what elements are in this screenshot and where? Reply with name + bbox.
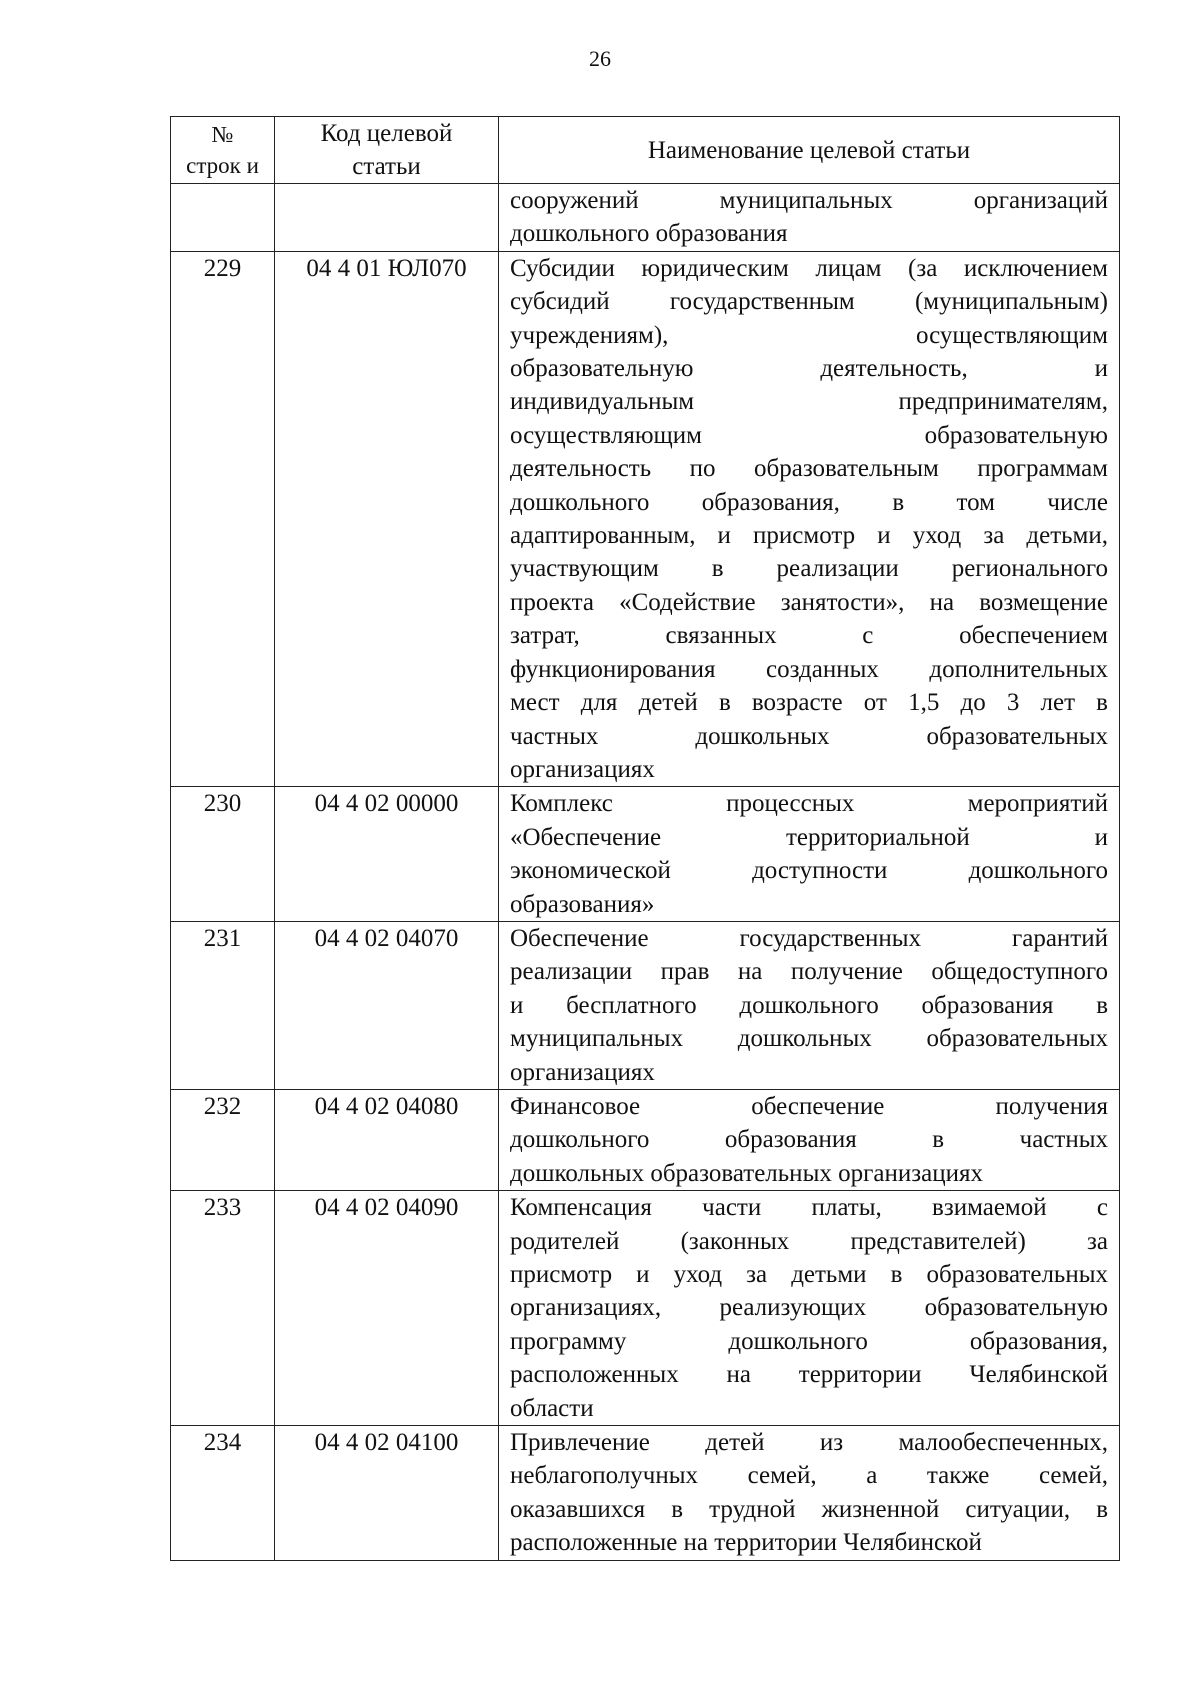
page-number: 26 <box>589 46 611 71</box>
header-article-code-text: Код целевой статьи <box>320 120 453 180</box>
article-name-line: организациях, реализующих образовательную <box>510 1294 1108 1322</box>
row-number-cell: 234 <box>171 1426 275 1561</box>
article-name-cell <box>499 1426 1120 1561</box>
article-code-cell: 04 4 01 ЮЛ070 <box>275 251 499 787</box>
article-name-line: присмотр и уход за детьми в образовательных <box>510 1261 1108 1288</box>
article-name-line: расположенных на территории Челябинской <box>510 1361 1108 1389</box>
table-row <box>171 921 1120 1089</box>
article-name-line: Привлечение детей из малообеспеченных, <box>510 1429 1108 1457</box>
article-name-cell <box>499 1089 1120 1190</box>
article-name-line: и бесплатного дошкольного образования в <box>510 991 1108 1019</box>
article-name-line: реализации прав на получение общедоступного <box>510 958 1108 986</box>
article-code-cell: 04 4 02 04100 <box>275 1426 499 1561</box>
article-code-cell: 04 4 02 04090 <box>275 1191 499 1426</box>
header-row-number <box>171 117 275 184</box>
article-name-line: Финансовое обеспечение получения <box>510 1092 1108 1120</box>
article-name-line: Комплекс процессных мероприятий <box>510 790 1108 818</box>
article-name-cell <box>499 1191 1120 1426</box>
article-name-cell <box>499 251 1120 787</box>
article-name-line: экономической доступности дошкольного <box>510 857 1108 885</box>
article-name-line: муниципальных дошкольных образовательных <box>510 1025 1108 1053</box>
table-row <box>171 787 1120 922</box>
article-name-line: образовательную деятельность, и <box>510 355 1108 383</box>
article-name-line: неблагополучных семей, а также семей, <box>510 1462 1108 1490</box>
article-name-line: затрат, связанных с обеспечением <box>510 622 1108 650</box>
row-number-cell: 231 <box>171 921 275 1089</box>
article-name-line: дошкольного образования <box>510 220 788 248</box>
article-name-line: проекта «Содействие занятости», на возмещение <box>510 588 1108 616</box>
table-row <box>171 1426 1120 1561</box>
table-row <box>171 1191 1120 1426</box>
header-article-code <box>275 117 499 184</box>
article-name-line: Субсидии юридическим лицам (за исключением <box>510 254 1108 282</box>
article-name-line: функционирования созданных дополнительных <box>510 655 1108 683</box>
article-name-line: Обеспечение государственных гарантий <box>510 924 1108 952</box>
article-name-line: «Обеспечение территориальной и <box>510 823 1108 851</box>
article-name-line: осуществляющим образовательную <box>510 421 1108 449</box>
article-name-line: сооружений муниципальных организаций <box>510 187 1108 214</box>
header-row-number-text: № строк и <box>186 122 259 178</box>
article-name-cell <box>499 787 1120 922</box>
article-name-cell <box>499 184 1120 252</box>
article-name-line: Компенсация части платы, взимаемой с <box>510 1194 1108 1222</box>
table-body <box>171 184 1120 1561</box>
article-code-cell <box>275 184 499 252</box>
article-code-cell: 04 4 02 00000 <box>275 787 499 922</box>
article-name-line: участвующим в реализации регионального <box>510 555 1108 583</box>
row-number-cell: 232 <box>171 1089 275 1190</box>
article-name-line: дошкольного образования в частных <box>510 1126 1108 1154</box>
article-name-line: мест для детей в возрасте от 1,5 до 3 лет в <box>510 689 1108 717</box>
header-article-name-text: Наименование целевой статьи <box>647 136 971 164</box>
article-name-line: образования» <box>510 890 655 918</box>
article-name-cell <box>499 921 1120 1089</box>
table-row <box>171 184 1120 252</box>
article-name-line: частных дошкольных образовательных <box>510 722 1108 750</box>
article-name-line: расположенные на территории Челябинской <box>510 1529 982 1557</box>
article-code-cell: 04 4 02 04080 <box>275 1089 499 1190</box>
row-number-cell: 229 <box>171 251 275 787</box>
article-name-line: индивидуальным предпринимателям, <box>510 388 1108 416</box>
table-header-row <box>171 117 1120 184</box>
article-name-line: субсидий государственным (муниципальным) <box>510 288 1108 316</box>
row-number-cell: 233 <box>171 1191 275 1426</box>
article-name-line: оказавшихся в трудной жизненной ситуации, в <box>510 1495 1108 1523</box>
article-name-line: области <box>510 1394 594 1422</box>
row-number-cell <box>171 184 275 252</box>
article-name-line: дошкольного образования, в том числе <box>510 488 1108 516</box>
article-name-line: дошкольных образовательных организациях <box>510 1159 983 1187</box>
target-articles-table <box>170 116 1120 1561</box>
article-name-line: программу дошкольного образования, <box>510 1327 1108 1355</box>
row-number-cell: 230 <box>171 787 275 922</box>
header-article-name <box>499 117 1120 184</box>
table-row <box>171 1089 1120 1190</box>
article-name-line: организациях <box>510 755 655 783</box>
article-name-line: родителей (законных представителей) за <box>510 1227 1108 1255</box>
article-name-line: организациях <box>510 1058 655 1086</box>
article-name-line: учреждениям), осуществляющим <box>510 321 1108 349</box>
article-code-cell: 04 4 02 04070 <box>275 921 499 1089</box>
article-name-line: адаптированным, и присмотр и уход за детьми, <box>510 522 1108 550</box>
table-row <box>171 251 1120 787</box>
article-name-line: деятельность по образовательным программам <box>510 455 1108 483</box>
